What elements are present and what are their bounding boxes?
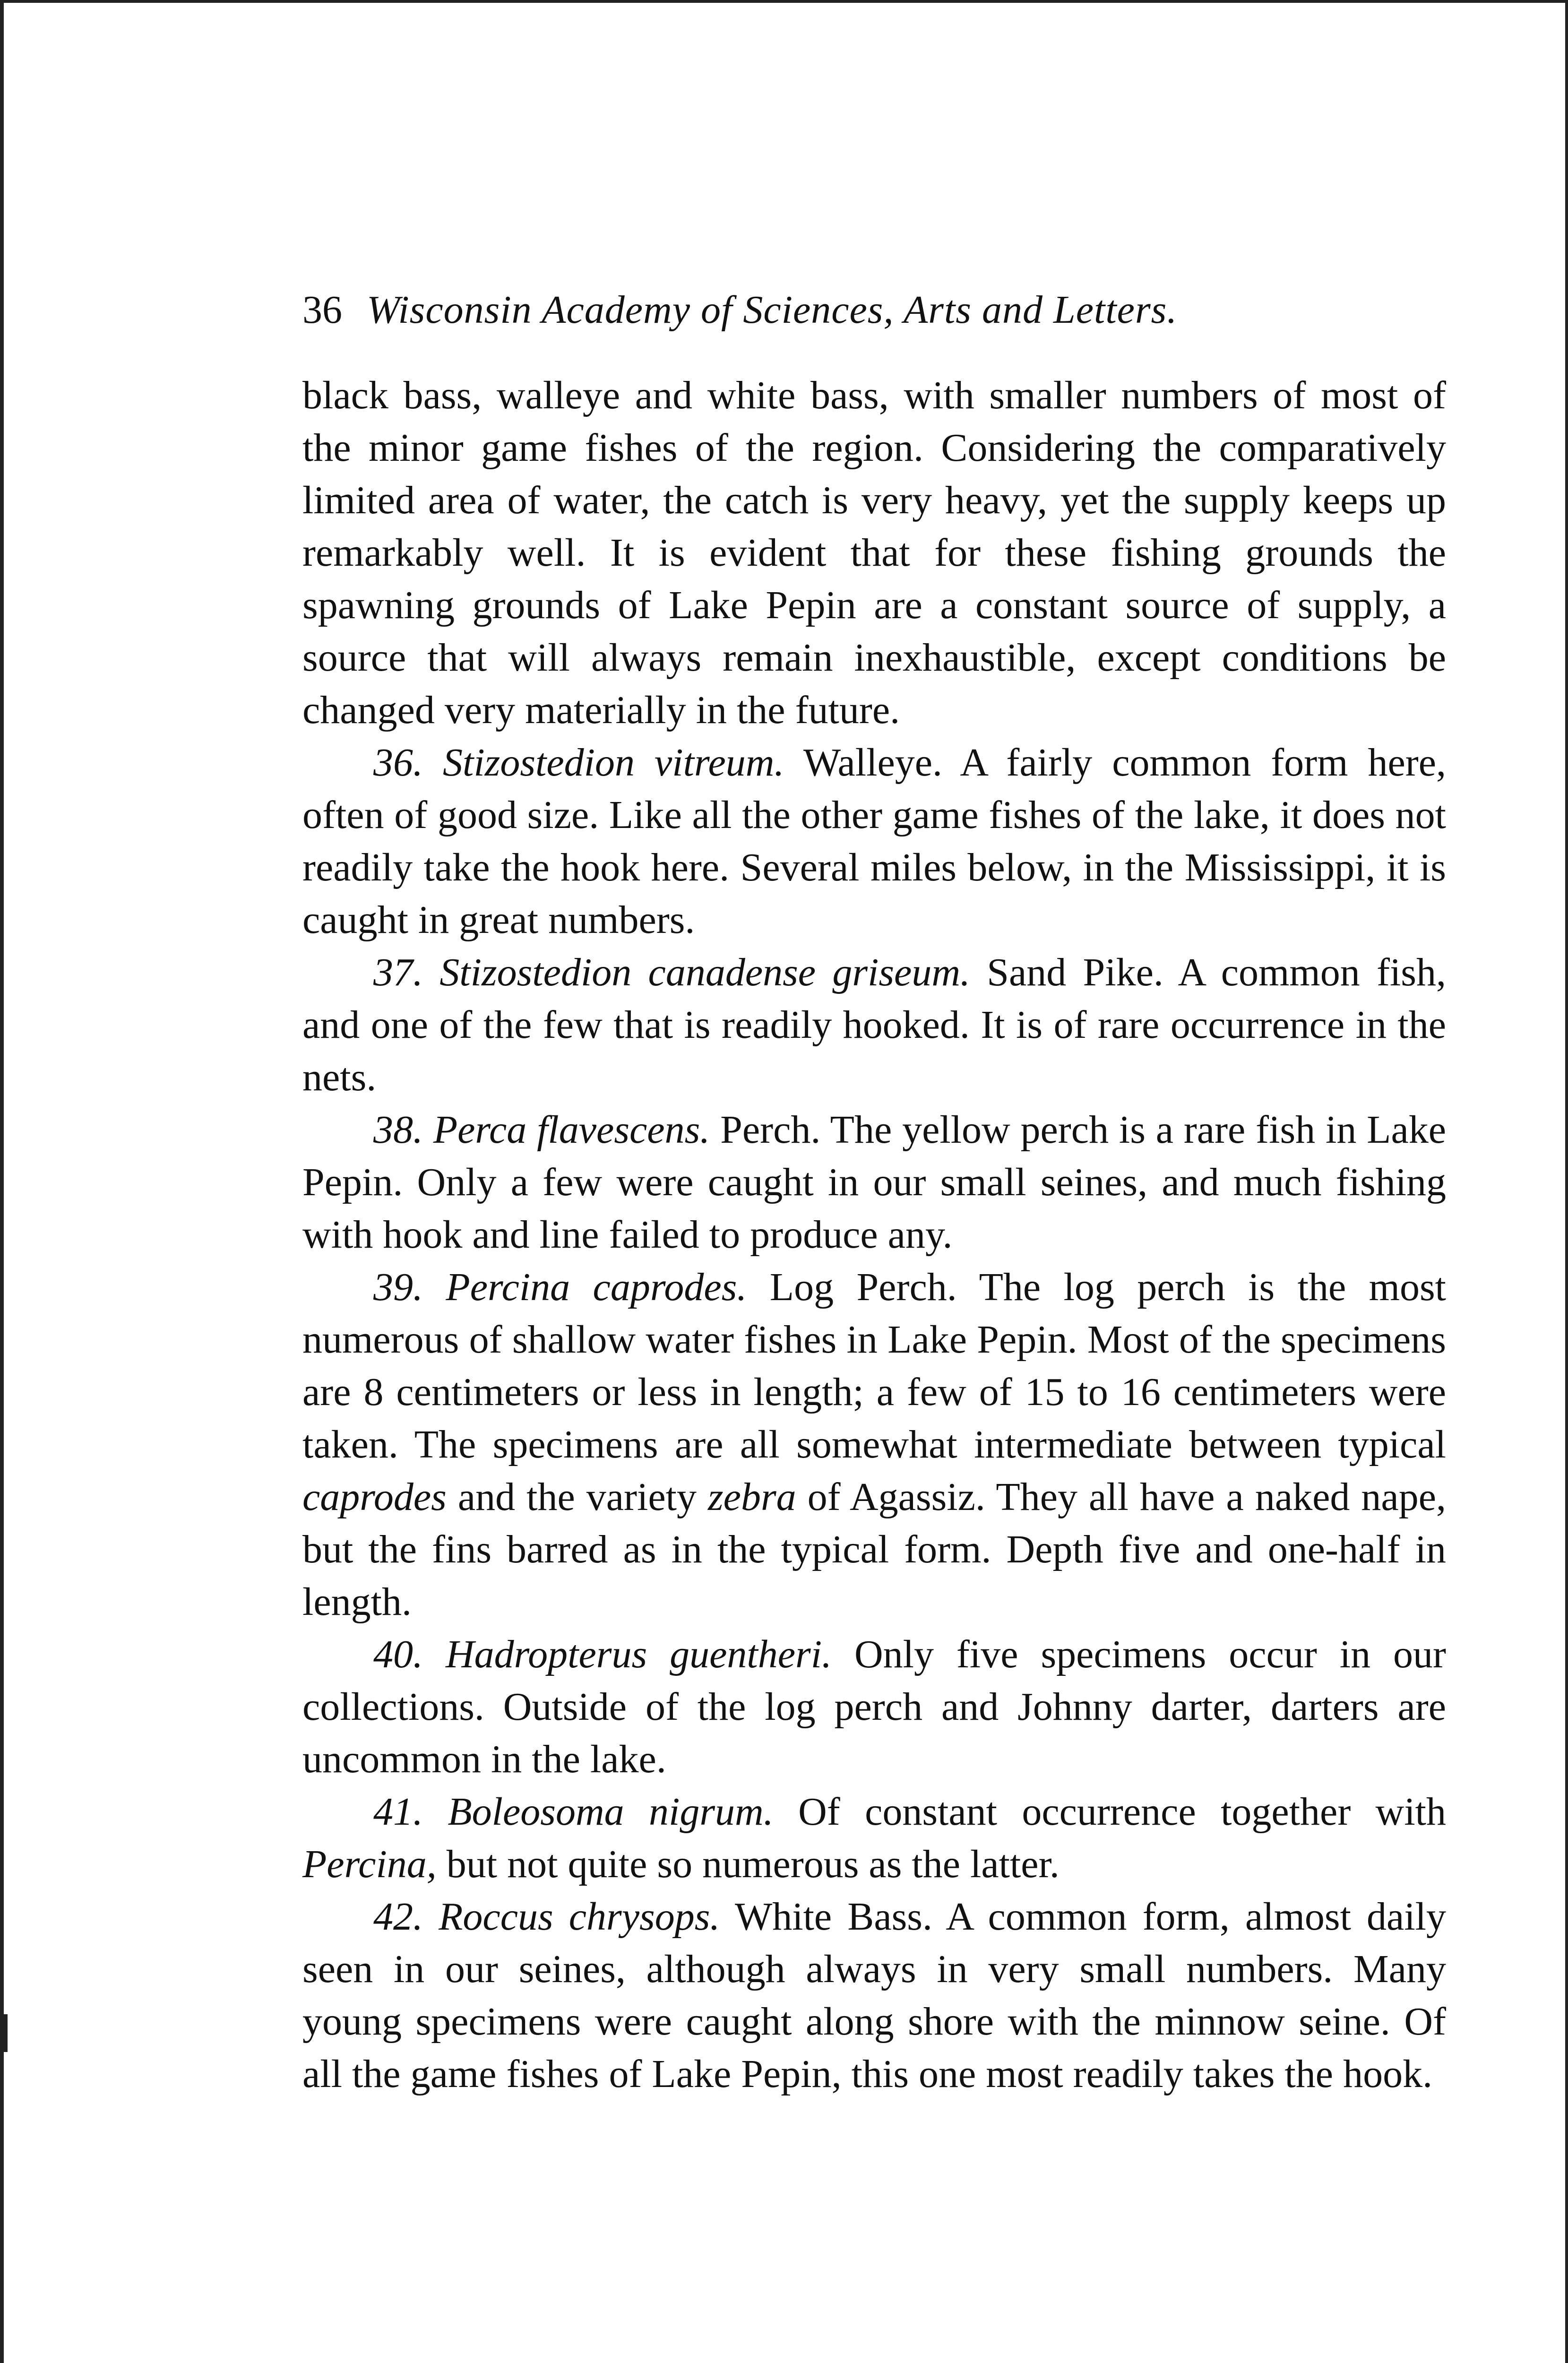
entry-text: but not quite so numerous as the latter. xyxy=(436,1842,1060,1886)
page-body xyxy=(302,284,1446,2100)
entry-number: 39. xyxy=(373,1265,423,1309)
scan-border-top xyxy=(0,0,1568,3)
entry-38 xyxy=(302,1104,1446,1261)
entry-41 xyxy=(302,1785,1446,1890)
entry-text: Sand Pike. A common fish, and one of the few that is readily hooked. It is of rare occurrence in the nets. xyxy=(302,950,1446,1099)
entry-number: 41. xyxy=(373,1790,423,1834)
species-name: Roccus chrysops. xyxy=(439,1895,720,1939)
entry-number: 40. xyxy=(373,1632,423,1676)
entry-text: Only five specimens occur in our collections. Outside of the log perch and Johnny darter, darters are uncommon in the lake. xyxy=(302,1632,1446,1781)
journal-title: Wisconsin Academy of Sciences, Arts and Letters. xyxy=(367,288,1178,332)
species-name: Perca flavescens. xyxy=(433,1108,710,1152)
entry-37 xyxy=(302,946,1446,1104)
entry-text: of Agassiz. They all have a naked nape, but the fins barred as in the typical form. Depth five and one-half in length. xyxy=(302,1475,1446,1624)
entry-text: White Bass. A common form, almost daily seen in our seines, although always in very small numbers. Many young specimens were caught along shore with the minnow seine. Of all the game fishes of Lake Pepin, this one most readily takes the hook. xyxy=(302,1895,1447,2096)
scan-border-left xyxy=(0,0,4,2363)
entry-36 xyxy=(302,736,1446,946)
entry-number: 37. xyxy=(373,950,423,994)
scan-edge-mark xyxy=(0,2014,8,2052)
entry-number: 36. xyxy=(373,741,423,785)
entry-42 xyxy=(302,1890,1446,2100)
entry-40 xyxy=(302,1628,1446,1785)
italic-term: Percina, xyxy=(302,1842,437,1886)
entry-text: Log Perch. The log perch is the most numerous of shallow water fishes in Lake Pepin. Most of the specimens are 8 centimeters or less in length; a few of 15 to 16 centimeters were taken. The specimens are all somewhat intermediate between typical xyxy=(302,1265,1446,1466)
italic-term: zebra xyxy=(707,1475,796,1519)
page-number: 36 xyxy=(302,288,342,332)
entry-text: and the variety xyxy=(446,1475,708,1519)
species-name: Boleosoma nigrum. xyxy=(448,1790,774,1834)
intro-paragraph: black bass, walleye and white bass, with smaller numbers of most of the minor game fishes of the region. Considering the comparatively limited area of water, the catch is very heavy, yet the supply keeps up remarkably well. It is evident that for these fishing grounds the spawning grounds of Lake Pepin are a constant source of supply, a source that will always remain inexhaustible, except conditions be changed very materially in the future. xyxy=(302,373,1446,732)
scan-border-right xyxy=(1565,0,1568,2363)
entry-text: Walleye. A fairly common form here, often of good size. Like all the other game fishes of the lake, it does not readily take the hook here. Several miles below, in the Mississippi, it is caught in great numbers. xyxy=(302,741,1446,942)
species-name: Hadropterus guentheri. xyxy=(445,1632,832,1676)
entry-text: Of constant occurrence together with xyxy=(773,1790,1447,1834)
entry-number: 38. xyxy=(373,1108,423,1152)
species-name: Stizostedion vitreum. xyxy=(442,741,784,785)
species-name: Stizostedion canadense griseum. xyxy=(439,950,970,994)
species-name: Percina caprodes. xyxy=(446,1265,747,1309)
italic-term: caprodes xyxy=(302,1475,447,1519)
running-head xyxy=(302,284,1446,336)
entry-number: 42. xyxy=(373,1895,423,1939)
entry-text: Perch. The yellow perch is a rare fish in Lake Pepin. Only a few were caught in our small seines, and much fishing with hook and line failed to produce any. xyxy=(302,1108,1447,1257)
entry-39 xyxy=(302,1261,1446,1628)
